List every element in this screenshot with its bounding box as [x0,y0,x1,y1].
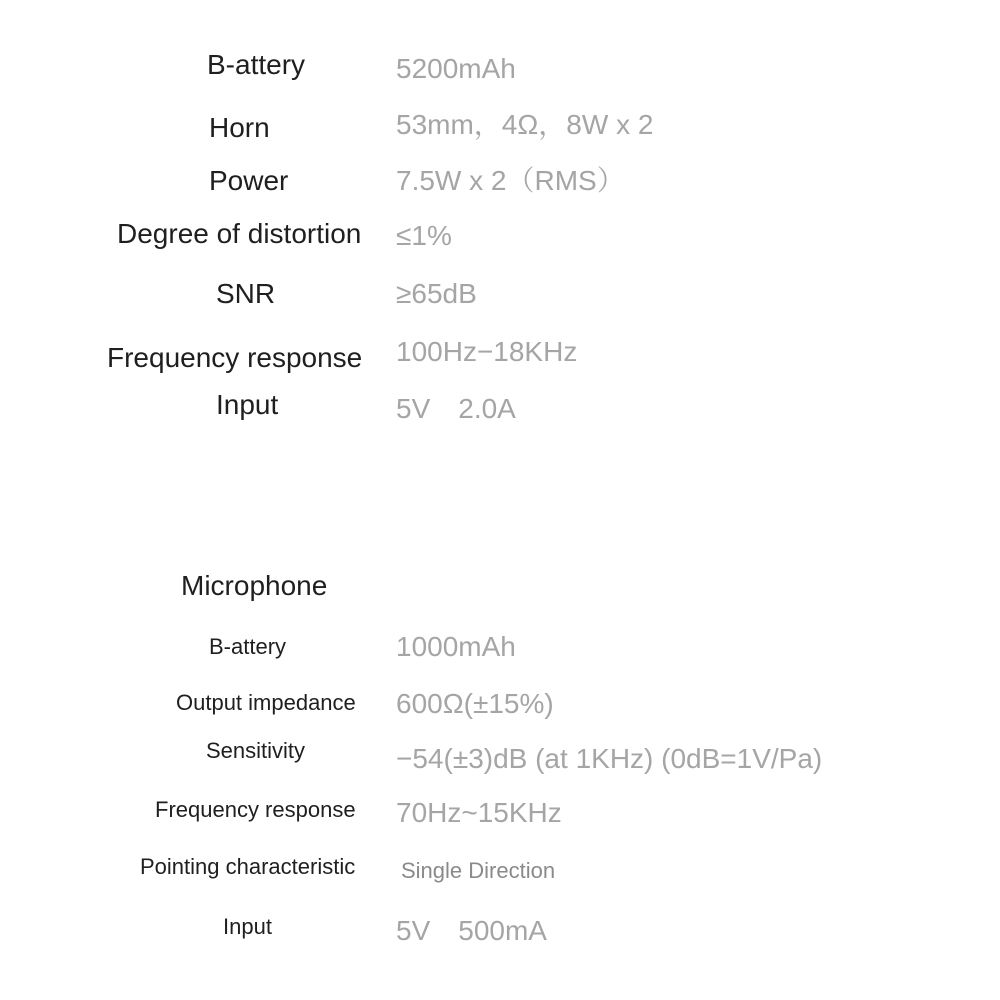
spec-value-horn: 53mm，4Ω，8W x 2 [396,109,654,140]
spec-value-battery: 5200mAh [396,53,516,84]
spec-label-input: Input [223,914,272,939]
spec-value-battery: 1000mAh [396,631,516,662]
spec-label-input: Input [216,389,279,420]
spec-label-frequency-response: Frequency response [155,797,356,822]
spec-label-frequency-response: Frequency response [107,342,363,373]
spec-value-sensitivity: −54(±3)dB (at 1KHz) (0dB=1V/Pa) [396,743,823,774]
spec-label-horn: Horn [209,112,270,143]
spec-label-power: Power [209,165,289,196]
section-heading: Microphone [181,570,328,601]
spec-label-sensitivity: Sensitivity [206,738,306,763]
spec-value-distortion: ≤1% [396,220,452,251]
spec-value-frequency-response: 100Hz−18KHz [396,336,578,367]
spec-value-input: 5V 2.0A [396,393,516,424]
spec-label-distortion: Degree of distortion [117,218,362,249]
spec-value-frequency-response: 70Hz~15KHz [396,797,562,828]
spec-value-pointing-characteristic: Single Direction [401,858,556,883]
spec-value-output-impedance: 600Ω(±15%) [396,688,554,719]
spec-label-pointing-characteristic: Pointing characteristic [140,854,356,879]
spec-value-snr: ≥65dB [396,278,477,309]
spec-value-input: 5V 500mA [396,915,547,946]
spec-value-power: 7.5W x 2（RMS） [396,165,625,196]
spec-label-snr: SNR [216,278,276,309]
spec-label-battery: B-attery [207,49,306,80]
spec-label-output-impedance: Output impedance [176,690,356,715]
spec-label-battery: B-attery [209,634,287,659]
